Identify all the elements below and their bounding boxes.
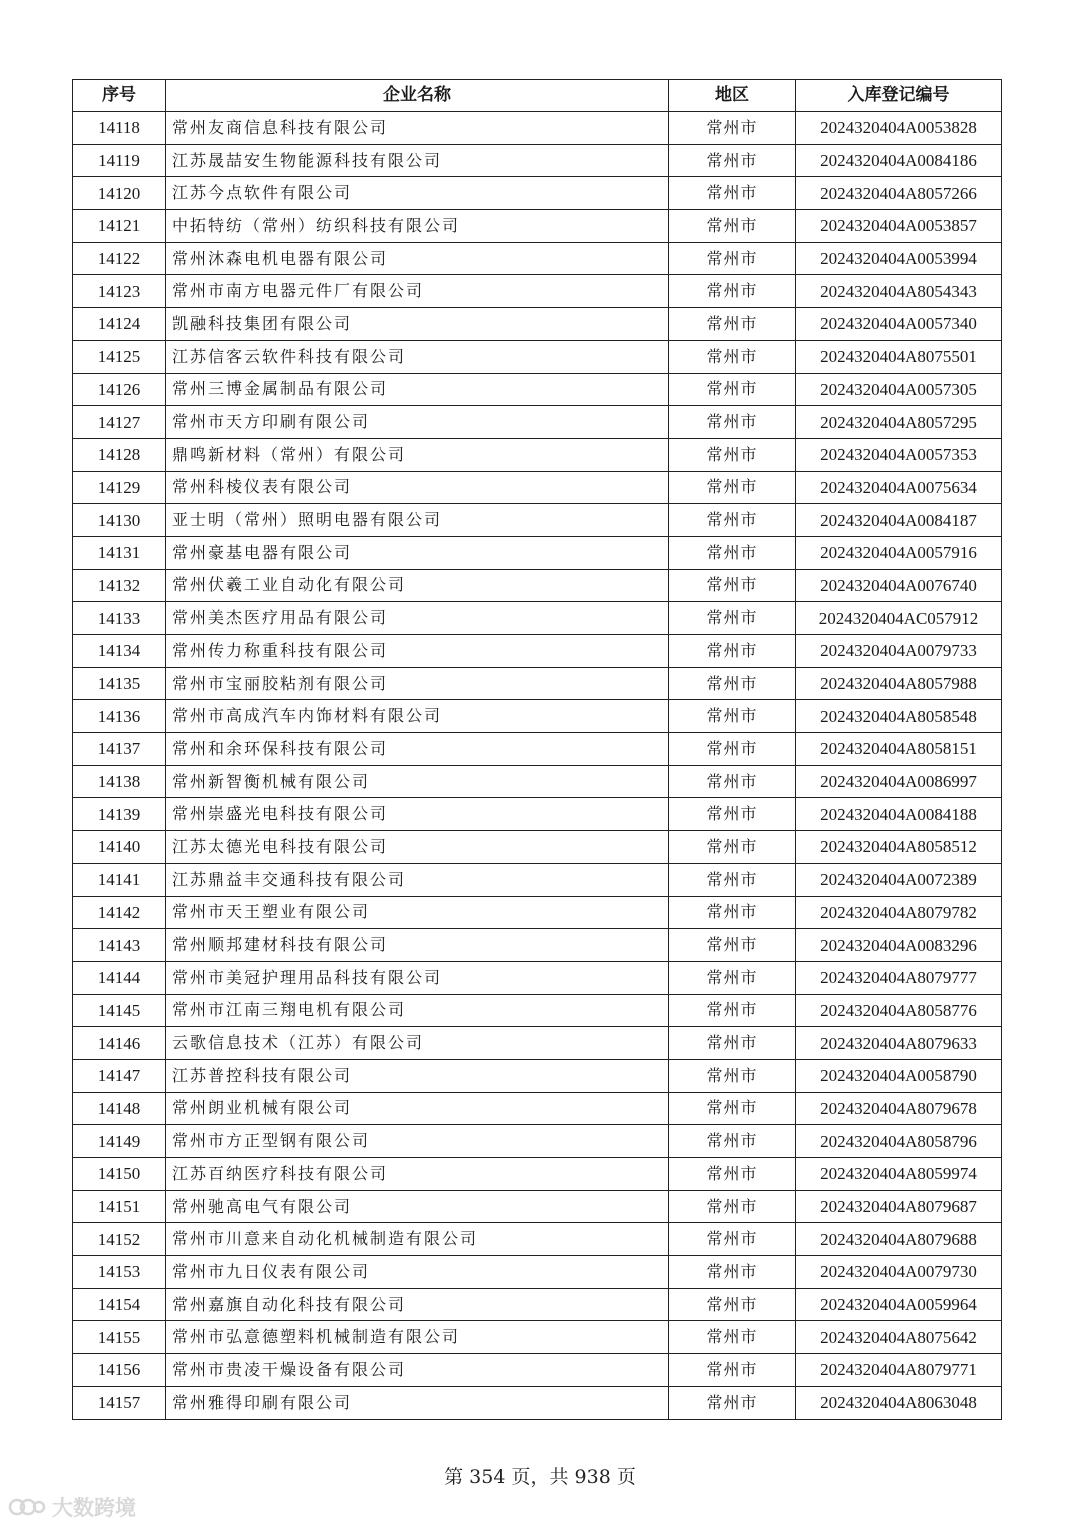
cell-company-name: 常州顺邦建材科技有限公司: [166, 929, 669, 962]
cell-seq: 14127: [73, 406, 166, 439]
cell-seq: 14141: [73, 863, 166, 896]
cell-company-name: 常州市天方印刷有限公司: [166, 406, 669, 439]
table-row: [73, 144, 1002, 177]
table-row: [73, 471, 1002, 504]
cell-registration-number: 2024320404A8079688: [796, 1223, 1002, 1256]
header-seq: 序号: [73, 80, 166, 112]
cell-region: 常州市: [669, 210, 796, 243]
cell-company-name: 鼎鸣新材料（常州）有限公司: [166, 438, 669, 471]
cell-region: 常州市: [669, 1223, 796, 1256]
table-row: [73, 1256, 1002, 1289]
cell-registration-number: 2024320404A0084186: [796, 144, 1002, 177]
cell-seq: 14135: [73, 667, 166, 700]
cell-region: 常州市: [669, 1256, 796, 1289]
table-row: [73, 1158, 1002, 1191]
cell-seq: 14156: [73, 1354, 166, 1387]
cell-region: 常州市: [669, 1059, 796, 1092]
cell-company-name: 常州友商信息科技有限公司: [166, 112, 669, 145]
cell-region: 常州市: [669, 929, 796, 962]
table-row: [73, 1354, 1002, 1387]
cell-seq: 14130: [73, 504, 166, 537]
cell-region: 常州市: [669, 1354, 796, 1387]
cell-company-name: 常州嘉旗自动化科技有限公司: [166, 1288, 669, 1321]
enterprise-table-container: [72, 79, 1001, 1420]
cell-region: 常州市: [669, 635, 796, 668]
table-row: [73, 242, 1002, 275]
cell-registration-number: 2024320404A0086997: [796, 765, 1002, 798]
table-row: [73, 406, 1002, 439]
table-row: [73, 1027, 1002, 1060]
cell-region: 常州市: [669, 471, 796, 504]
cell-seq: 14128: [73, 438, 166, 471]
cell-company-name: 常州和余环保科技有限公司: [166, 733, 669, 766]
cell-registration-number: 2024320404A0053994: [796, 242, 1002, 275]
cell-region: 常州市: [669, 406, 796, 439]
table-row: [73, 831, 1002, 864]
cell-company-name: 中拓特纺（常州）纺织科技有限公司: [166, 210, 669, 243]
cell-registration-number: 2024320404A0083296: [796, 929, 1002, 962]
cell-region: 常州市: [669, 1288, 796, 1321]
table-row: [73, 929, 1002, 962]
cell-company-name: 常州科棱仪表有限公司: [166, 471, 669, 504]
header-company-name: 企业名称: [166, 80, 669, 112]
table-row: [73, 1223, 1002, 1256]
cell-registration-number: 2024320404A8058512: [796, 831, 1002, 864]
watermark: [8, 1492, 136, 1522]
cell-seq: 14131: [73, 536, 166, 569]
cell-region: 常州市: [669, 1027, 796, 1060]
cell-region: 常州市: [669, 798, 796, 831]
cell-company-name: 常州市南方电器元件厂有限公司: [166, 275, 669, 308]
cell-company-name: 凯融科技集团有限公司: [166, 308, 669, 341]
table-row: [73, 536, 1002, 569]
cell-company-name: 常州市方正型钢有限公司: [166, 1125, 669, 1158]
header-region: 地区: [669, 80, 796, 112]
cell-seq: 14129: [73, 471, 166, 504]
cell-company-name: 常州传力称重科技有限公司: [166, 635, 669, 668]
cell-registration-number: 2024320404A8058151: [796, 733, 1002, 766]
cell-region: 常州市: [669, 536, 796, 569]
cell-seq: 14143: [73, 929, 166, 962]
cell-region: 常州市: [669, 602, 796, 635]
cell-company-name: 常州市高成汽车内饰材料有限公司: [166, 700, 669, 733]
cell-company-name: 常州美杰医疗用品有限公司: [166, 602, 669, 635]
cell-registration-number: 2024320404A8079687: [796, 1190, 1002, 1223]
cell-region: 常州市: [669, 438, 796, 471]
cell-region: 常州市: [669, 700, 796, 733]
table-row: [73, 765, 1002, 798]
table-row: [73, 1288, 1002, 1321]
cell-seq: 14119: [73, 144, 166, 177]
cell-seq: 14134: [73, 635, 166, 668]
table-header-row: [73, 80, 1002, 112]
cell-region: 常州市: [669, 1190, 796, 1223]
table-row: [73, 340, 1002, 373]
cell-company-name: 常州伏羲工业自动化有限公司: [166, 569, 669, 602]
cell-seq: 14155: [73, 1321, 166, 1354]
table-row: [73, 896, 1002, 929]
cell-company-name: 云歌信息技术（江苏）有限公司: [166, 1027, 669, 1060]
cell-region: 常州市: [669, 144, 796, 177]
cell-company-name: 常州朗业机械有限公司: [166, 1092, 669, 1125]
cell-registration-number: 2024320404A0053857: [796, 210, 1002, 243]
table-row: [73, 112, 1002, 145]
cell-registration-number: 2024320404A8057295: [796, 406, 1002, 439]
cell-seq: 14124: [73, 308, 166, 341]
cell-region: 常州市: [669, 1386, 796, 1419]
cell-company-name: 常州市贵凌干燥设备有限公司: [166, 1354, 669, 1387]
cell-registration-number: 2024320404A0084188: [796, 798, 1002, 831]
page-number: 第 354 页，共 938 页: [444, 1466, 636, 1488]
cell-company-name: 常州市宝丽胶粘剂有限公司: [166, 667, 669, 700]
cell-company-name: 常州市天王塑业有限公司: [166, 896, 669, 929]
cell-region: 常州市: [669, 1158, 796, 1191]
cell-registration-number: 2024320404A8059974: [796, 1158, 1002, 1191]
cell-registration-number: 2024320404A0079730: [796, 1256, 1002, 1289]
cell-registration-number: 2024320404A8058548: [796, 700, 1002, 733]
enterprise-table: [72, 79, 1002, 1420]
cell-company-name: 江苏晟喆安生物能源科技有限公司: [166, 144, 669, 177]
cell-registration-number: 2024320404A8057988: [796, 667, 1002, 700]
cell-registration-number: 2024320404A8057266: [796, 177, 1002, 210]
cell-registration-number: 2024320404A0057353: [796, 438, 1002, 471]
cell-region: 常州市: [669, 961, 796, 994]
cell-seq: 14126: [73, 373, 166, 406]
cell-seq: 14150: [73, 1158, 166, 1191]
cell-seq: 14144: [73, 961, 166, 994]
cell-region: 常州市: [669, 1125, 796, 1158]
cell-region: 常州市: [669, 733, 796, 766]
cell-seq: 14122: [73, 242, 166, 275]
cell-seq: 14121: [73, 210, 166, 243]
cell-registration-number: 2024320404A8079678: [796, 1092, 1002, 1125]
cell-registration-number: 2024320404A0084187: [796, 504, 1002, 537]
cell-region: 常州市: [669, 569, 796, 602]
table-row: [73, 373, 1002, 406]
cell-seq: 14136: [73, 700, 166, 733]
table-row: [73, 635, 1002, 668]
brand-logo-icon: [8, 1496, 46, 1518]
table-row: [73, 177, 1002, 210]
cell-seq: 14145: [73, 994, 166, 1027]
table-body: [73, 112, 1002, 1420]
cell-company-name: 江苏普控科技有限公司: [166, 1059, 669, 1092]
cell-registration-number: 2024320404A8058776: [796, 994, 1002, 1027]
cell-region: 常州市: [669, 504, 796, 537]
cell-seq: 14133: [73, 602, 166, 635]
cell-company-name: 常州雅得印刷有限公司: [166, 1386, 669, 1419]
table-row: [73, 1321, 1002, 1354]
cell-seq: 14148: [73, 1092, 166, 1125]
table-row: [73, 1190, 1002, 1223]
table-row: [73, 504, 1002, 537]
cell-registration-number: 2024320404A8079771: [796, 1354, 1002, 1387]
cell-region: 常州市: [669, 667, 796, 700]
table-row: [73, 700, 1002, 733]
cell-seq: 14142: [73, 896, 166, 929]
cell-region: 常州市: [669, 112, 796, 145]
table-header: [73, 80, 1002, 112]
cell-company-name: 常州沐森电机电器有限公司: [166, 242, 669, 275]
cell-seq: 14153: [73, 1256, 166, 1289]
cell-seq: 14125: [73, 340, 166, 373]
cell-region: 常州市: [669, 863, 796, 896]
cell-region: 常州市: [669, 177, 796, 210]
table-row: [73, 863, 1002, 896]
cell-company-name: 常州市弘意德塑料机械制造有限公司: [166, 1321, 669, 1354]
table-row: [73, 667, 1002, 700]
cell-seq: 14149: [73, 1125, 166, 1158]
cell-seq: 14157: [73, 1386, 166, 1419]
table-row: [73, 1059, 1002, 1092]
cell-region: 常州市: [669, 373, 796, 406]
header-registration-number: 入库登记编号: [796, 80, 1002, 112]
table-row: [73, 961, 1002, 994]
cell-registration-number: 2024320404A0057340: [796, 308, 1002, 341]
cell-seq: 14123: [73, 275, 166, 308]
cell-seq: 14137: [73, 733, 166, 766]
cell-registration-number: 2024320404A0079733: [796, 635, 1002, 668]
cell-region: 常州市: [669, 831, 796, 864]
cell-registration-number: 2024320404A0053828: [796, 112, 1002, 145]
table-row: [73, 798, 1002, 831]
table-row: [73, 1092, 1002, 1125]
table-row: [73, 602, 1002, 635]
cell-region: 常州市: [669, 1092, 796, 1125]
cell-seq: 14152: [73, 1223, 166, 1256]
watermark-text: 大数跨境: [52, 1496, 136, 1520]
cell-seq: 14140: [73, 831, 166, 864]
cell-company-name: 常州市江南三翔电机有限公司: [166, 994, 669, 1027]
cell-seq: 14146: [73, 1027, 166, 1060]
cell-registration-number: 2024320404A8075642: [796, 1321, 1002, 1354]
cell-company-name: 江苏太德光电科技有限公司: [166, 831, 669, 864]
cell-registration-number: 2024320404A0057916: [796, 536, 1002, 569]
cell-company-name: 江苏百纳医疗科技有限公司: [166, 1158, 669, 1191]
table-row: [73, 308, 1002, 341]
cell-seq: 14151: [73, 1190, 166, 1223]
cell-registration-number: 2024320404AC057912: [796, 602, 1002, 635]
cell-company-name: 常州崇盛光电科技有限公司: [166, 798, 669, 831]
cell-region: 常州市: [669, 340, 796, 373]
cell-registration-number: 2024320404A8079633: [796, 1027, 1002, 1060]
cell-region: 常州市: [669, 896, 796, 929]
table-row: [73, 994, 1002, 1027]
cell-region: 常州市: [669, 242, 796, 275]
table-row: [73, 733, 1002, 766]
cell-seq: 14138: [73, 765, 166, 798]
cell-company-name: 江苏今点软件有限公司: [166, 177, 669, 210]
cell-region: 常州市: [669, 1321, 796, 1354]
table-row: [73, 1125, 1002, 1158]
cell-company-name: 江苏信客云软件科技有限公司: [166, 340, 669, 373]
cell-company-name: 常州新智衡机械有限公司: [166, 765, 669, 798]
cell-registration-number: 2024320404A0058790: [796, 1059, 1002, 1092]
table-row: [73, 210, 1002, 243]
cell-company-name: 常州市美冠护理用品科技有限公司: [166, 961, 669, 994]
cell-registration-number: 2024320404A8063048: [796, 1386, 1002, 1419]
cell-registration-number: 2024320404A0059964: [796, 1288, 1002, 1321]
cell-registration-number: 2024320404A0057305: [796, 373, 1002, 406]
cell-seq: 14147: [73, 1059, 166, 1092]
table-row: [73, 275, 1002, 308]
cell-seq: 14132: [73, 569, 166, 602]
table-row: [73, 1386, 1002, 1419]
cell-registration-number: 2024320404A8054343: [796, 275, 1002, 308]
cell-registration-number: 2024320404A8079777: [796, 961, 1002, 994]
cell-registration-number: 2024320404A0076740: [796, 569, 1002, 602]
cell-company-name: 常州驰高电气有限公司: [166, 1190, 669, 1223]
cell-company-name: 亚士明（常州）照明电器有限公司: [166, 504, 669, 537]
table-row: [73, 438, 1002, 471]
cell-registration-number: 2024320404A8058796: [796, 1125, 1002, 1158]
cell-seq: 14118: [73, 112, 166, 145]
cell-company-name: 常州三博金属制品有限公司: [166, 373, 669, 406]
cell-region: 常州市: [669, 994, 796, 1027]
table-row: [73, 569, 1002, 602]
cell-seq: 14154: [73, 1288, 166, 1321]
cell-registration-number: 2024320404A8075501: [796, 340, 1002, 373]
cell-company-name: 常州市九日仪表有限公司: [166, 1256, 669, 1289]
cell-region: 常州市: [669, 275, 796, 308]
cell-registration-number: 2024320404A0075634: [796, 471, 1002, 504]
cell-seq: 14120: [73, 177, 166, 210]
cell-registration-number: 2024320404A0072389: [796, 863, 1002, 896]
cell-company-name: 江苏鼎益丰交通科技有限公司: [166, 863, 669, 896]
cell-company-name: 常州豪基电器有限公司: [166, 536, 669, 569]
cell-seq: 14139: [73, 798, 166, 831]
cell-region: 常州市: [669, 308, 796, 341]
cell-company-name: 常州市川意来自动化机械制造有限公司: [166, 1223, 669, 1256]
cell-registration-number: 2024320404A8079782: [796, 896, 1002, 929]
cell-region: 常州市: [669, 765, 796, 798]
